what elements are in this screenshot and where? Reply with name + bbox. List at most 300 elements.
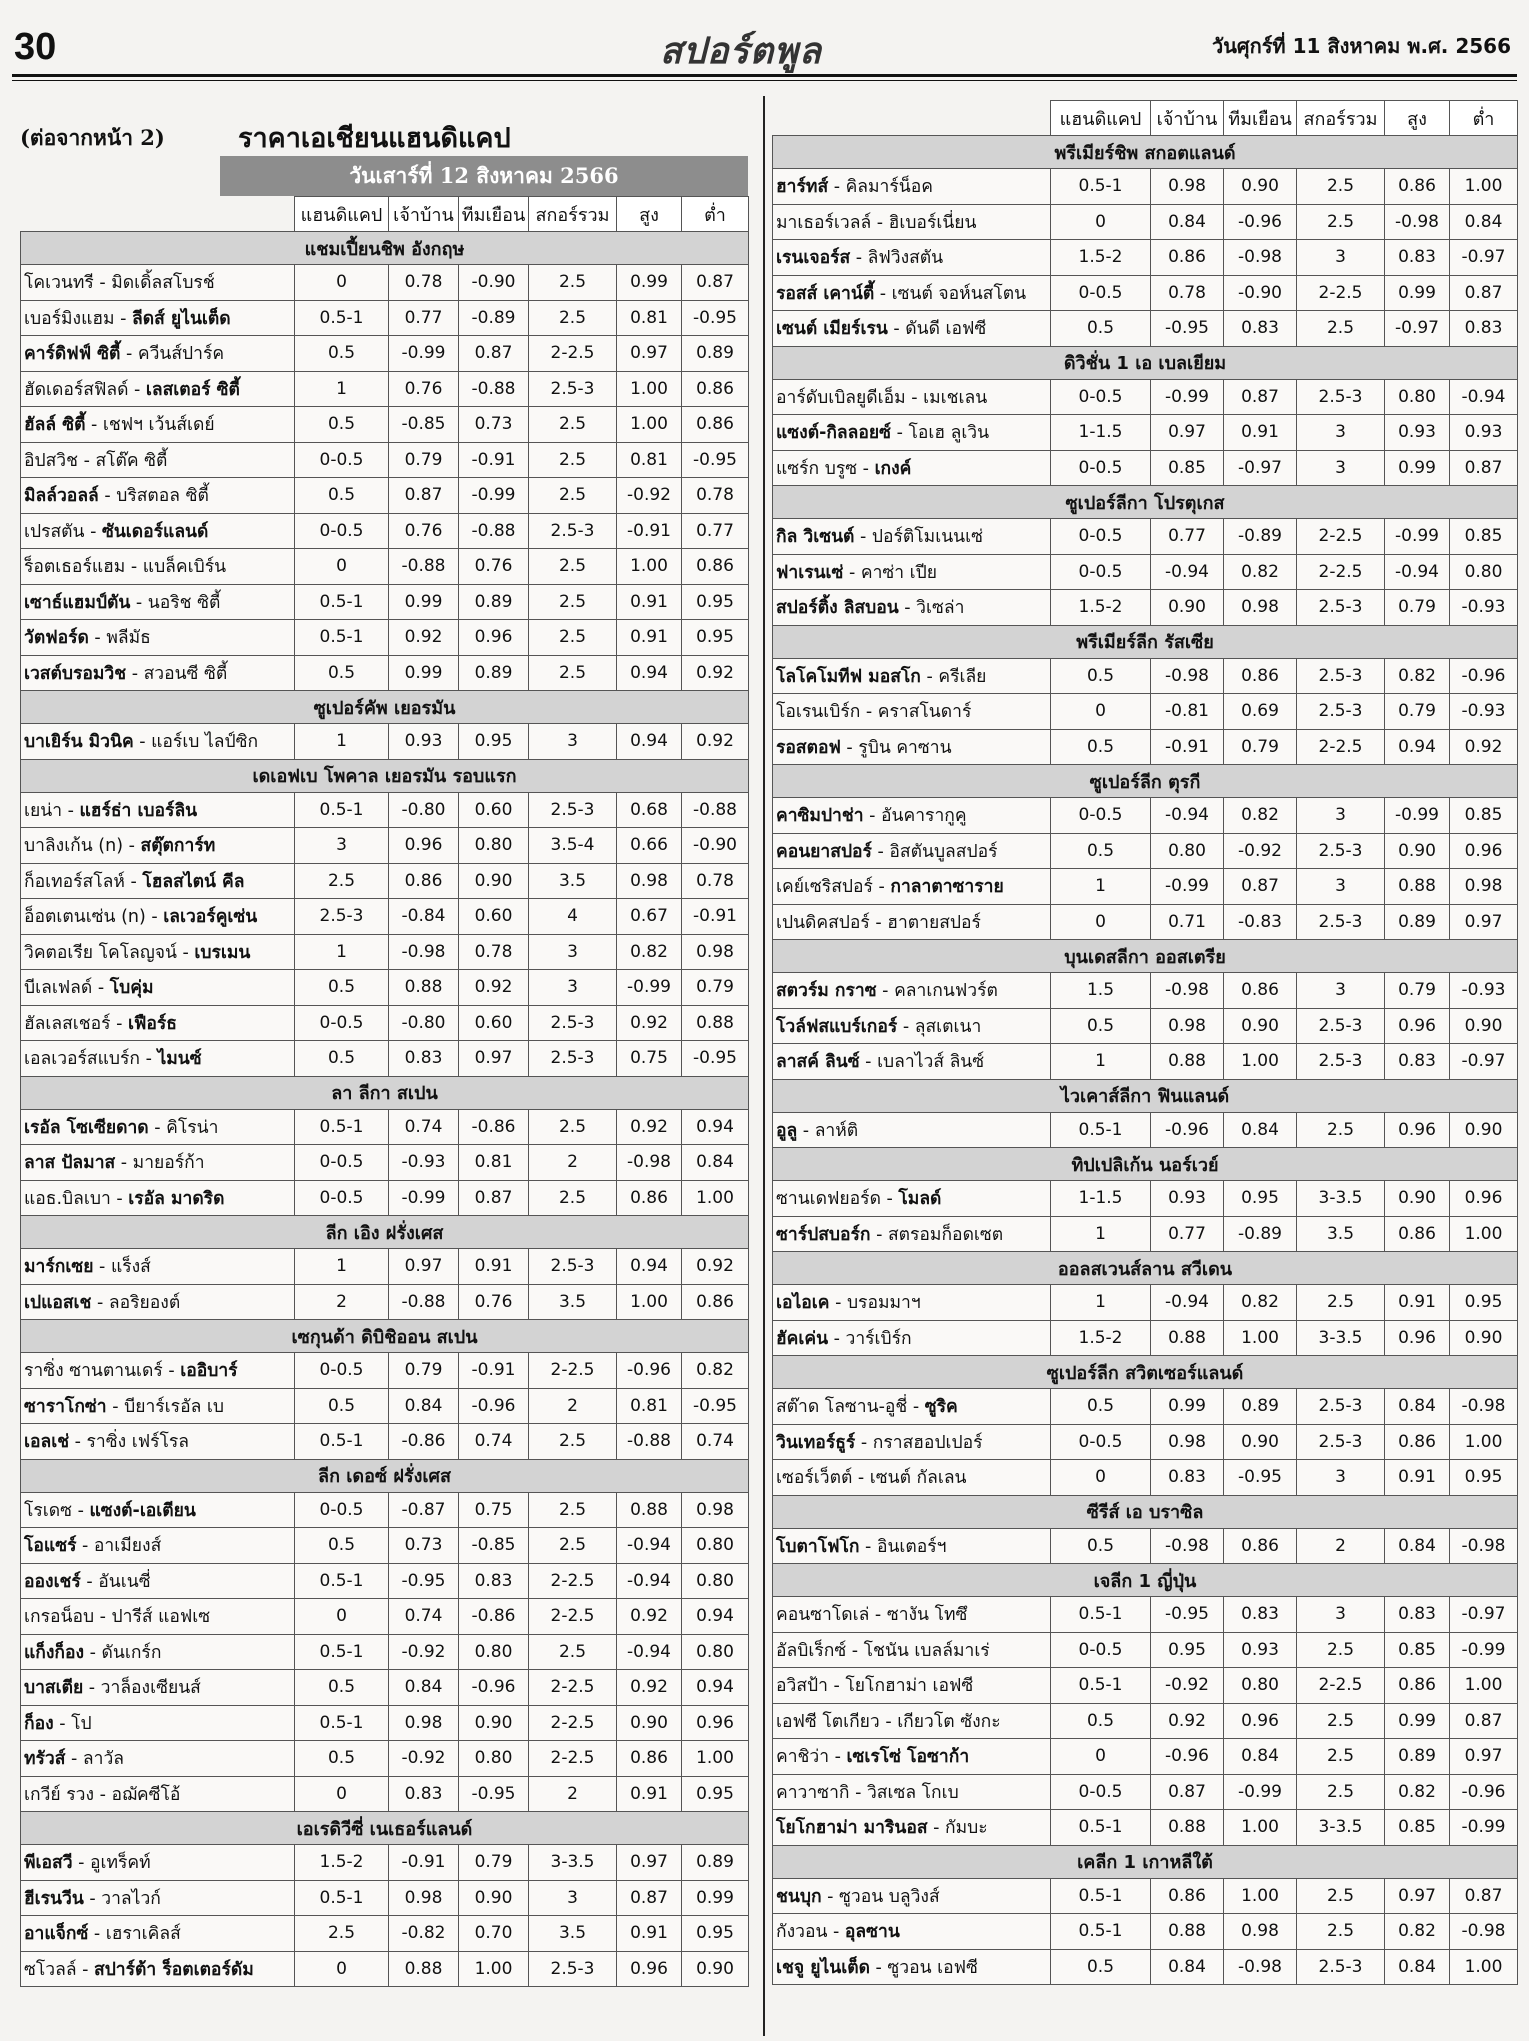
under-odds: -0.94 — [1450, 379, 1518, 415]
over-odds: 1.00 — [617, 407, 682, 443]
home-team: อองเชร์ — [24, 1571, 81, 1592]
match-row — [21, 1180, 749, 1216]
home-team: ฮีเรนวีน — [24, 1888, 84, 1909]
total-goals: 2.5-3 — [1297, 658, 1385, 694]
away-odds: -0.89 — [1224, 1216, 1297, 1252]
over-odds: 0.97 — [617, 1845, 682, 1881]
handicap: 0.5 — [295, 336, 389, 372]
under-odds: 1.00 — [1450, 1216, 1518, 1252]
under-odds: 0.86 — [682, 407, 749, 443]
match-row — [773, 240, 1518, 276]
continued-note: (ต่อจากหน้า 2) — [20, 125, 165, 150]
under-odds: 0.95 — [682, 1916, 749, 1952]
match-teams — [21, 371, 295, 407]
handicap: 0 — [1051, 904, 1151, 940]
home-team: เซาธ์แฮมป์ตัน — [24, 592, 131, 613]
match-row — [21, 1776, 749, 1812]
home-odds: -0.86 — [389, 1424, 459, 1460]
over-odds: 1.00 — [617, 1284, 682, 1320]
home-team: คอนยาสปอร์ — [776, 841, 872, 862]
handicap: 0.5-1 — [1051, 1914, 1151, 1950]
away-odds: 0.90 — [1224, 1008, 1297, 1044]
under-odds: 0.85 — [1450, 519, 1518, 555]
away-odds: 0.87 — [459, 336, 529, 372]
home-odds: 0.80 — [1151, 833, 1224, 869]
match-row — [21, 1353, 749, 1389]
over-odds: 1.00 — [617, 549, 682, 585]
match-row — [21, 407, 749, 443]
match-teams — [773, 1320, 1051, 1356]
match-row — [21, 1145, 749, 1181]
over-odds: 0.96 — [617, 1951, 682, 1987]
over-odds: 0.85 — [1385, 1632, 1450, 1668]
home-odds: 0.98 — [1151, 1424, 1224, 1460]
masthead-logo: สปอร์ตพูล — [660, 30, 822, 72]
under-odds: 0.97 — [1450, 904, 1518, 940]
under-odds: 0.82 — [682, 1353, 749, 1389]
home-odds: -0.94 — [1151, 554, 1224, 590]
away-odds: 0.74 — [459, 1424, 529, 1460]
team-separator: - — [110, 1013, 129, 1034]
match-row — [21, 584, 749, 620]
league-name: บุนเดสลีกา ออสเตรีย — [773, 940, 1518, 973]
team-separator: - — [76, 1536, 94, 1557]
league-name: ซูเปอร์ลีก สวิตเซอร์แลนด์ — [773, 1356, 1518, 1389]
handicap: 0-0.5 — [1051, 554, 1151, 590]
away-team: โมลด์ — [898, 1189, 942, 1210]
handicap: 0.5 — [295, 1388, 389, 1424]
over-odds: -0.94 — [617, 1563, 682, 1599]
handicap: 0.5-1 — [295, 620, 389, 656]
match-row — [21, 724, 749, 760]
home-odds: -0.95 — [389, 1563, 459, 1599]
home-team: ทรัวส์ — [24, 1749, 66, 1770]
over-odds: 0.89 — [1385, 904, 1450, 940]
away-team: ดันเกร์ก — [101, 1642, 162, 1663]
handicap: 0.5-1 — [295, 1109, 389, 1145]
over-odds: 0.91 — [617, 620, 682, 656]
under-odds: 0.80 — [682, 1563, 749, 1599]
away-team: สวอนซี ซิตี้ — [143, 663, 228, 684]
league-row — [773, 940, 1518, 973]
home-odds: 0.99 — [389, 655, 459, 691]
home-team: โอเรนเบิร์ก — [776, 702, 861, 723]
column-header: สูง — [617, 197, 682, 232]
away-team: กราสฮอปเปอร์ — [872, 1432, 983, 1453]
over-odds: 0.93 — [1385, 415, 1450, 451]
away-team: ลอริยองต์ — [108, 1292, 181, 1313]
match-row — [773, 204, 1518, 240]
match-row — [773, 694, 1518, 730]
home-team: คอนซาโดเล่ — [776, 1605, 870, 1626]
over-odds: 0.91 — [1385, 1460, 1450, 1496]
match-row — [773, 1810, 1518, 1846]
under-odds: 0.98 — [682, 1492, 749, 1528]
home-odds: -0.87 — [389, 1492, 459, 1528]
home-team: บาสเตีย — [24, 1678, 84, 1699]
team-separator: - — [110, 1188, 129, 1209]
team-separator: - — [106, 1396, 125, 1417]
handicap: 0.5-1 — [1051, 1597, 1151, 1633]
column-header: แฮนดิแคป — [295, 197, 389, 232]
away-team: อันคารากูคู — [881, 806, 967, 827]
over-odds: -0.88 — [617, 1424, 682, 1460]
home-odds: 0.79 — [389, 442, 459, 478]
over-odds: 0.91 — [617, 1776, 682, 1812]
away-team: คิลมาร์น็อค — [845, 177, 933, 198]
home-team: โลโคโมทีฟ มอสโก — [776, 666, 921, 687]
away-team: เลสเตอร์ ซิตี้ — [145, 379, 240, 400]
home-team: อัลบิเร็กซ์ — [776, 1640, 847, 1661]
over-odds: -0.98 — [1385, 204, 1450, 240]
home-odds: 0.92 — [1151, 1703, 1224, 1739]
away-team: อินเตอร์ฯ — [876, 1536, 947, 1557]
handicap: 0-0.5 — [1051, 1424, 1151, 1460]
handicap: 0.5-1 — [295, 1563, 389, 1599]
total-goals: 2-2.5 — [1297, 554, 1385, 590]
team-separator: - — [53, 1713, 72, 1734]
home-odds: 0.90 — [1151, 590, 1224, 626]
issue-date: วันศุกร์ที่ 11 สิงหาคม พ.ศ. 2566 — [1211, 34, 1511, 58]
away-team: อูเทร็คท์ — [90, 1853, 151, 1874]
home-team: อาร์ดับเบิลยูดีเอ็ม — [776, 387, 906, 408]
home-team: สต๊าด โลซาน-อูชี่ — [776, 1397, 908, 1418]
match-teams — [21, 655, 295, 691]
away-team: ลุสเตเนา — [914, 1016, 982, 1037]
team-separator: - — [115, 1153, 133, 1174]
home-team: ฮัดเดอร์สฟิลด์ — [24, 379, 129, 400]
away-team: สโต๊ค ซิตี้ — [95, 450, 168, 471]
away-odds: 0.90 — [459, 863, 529, 899]
team-separator: - — [907, 1397, 925, 1418]
home-odds: 0.87 — [1151, 1774, 1224, 1810]
under-odds: 0.96 — [1450, 833, 1518, 869]
under-odds: 1.00 — [1450, 1424, 1518, 1460]
league-name: เดเอฟเบ โพคาล เยอรมัน รอบแรก — [21, 759, 749, 792]
away-odds: 0.89 — [1224, 1389, 1297, 1425]
team-separator: - — [92, 978, 110, 999]
match-row — [773, 1424, 1518, 1460]
total-goals: 3-3.5 — [529, 1845, 617, 1881]
away-odds: -0.98 — [1224, 240, 1297, 276]
league-row — [21, 759, 749, 792]
team-separator: - — [84, 521, 102, 542]
home-team: แซร์ก บรูซ — [776, 458, 858, 479]
under-odds: 0.83 — [1450, 311, 1518, 347]
team-separator: - — [83, 1678, 101, 1699]
away-odds: 0.78 — [459, 934, 529, 970]
match-row — [773, 169, 1518, 205]
over-odds: -0.96 — [617, 1353, 682, 1389]
under-odds: 1.00 — [682, 1741, 749, 1777]
home-team: รอสส์ เคาน์ตี้ — [776, 283, 875, 304]
total-goals: 2.5 — [1297, 1739, 1385, 1775]
column-header: ต่ำ — [682, 197, 749, 232]
match-teams — [773, 554, 1051, 590]
league-row — [773, 346, 1518, 379]
home-odds: -0.88 — [389, 1284, 459, 1320]
match-row — [21, 1599, 749, 1635]
match-row — [773, 729, 1518, 765]
home-odds: 0.93 — [389, 724, 459, 760]
match-row — [21, 1528, 749, 1564]
match-row — [773, 519, 1518, 555]
handicap: 0 — [1051, 1739, 1151, 1775]
away-odds: 1.00 — [1224, 1320, 1297, 1356]
handicap: 0.5 — [295, 1041, 389, 1077]
under-odds: -0.95 — [682, 300, 749, 336]
home-team: ซานเดฟยอร์ด — [776, 1189, 881, 1210]
match-teams — [21, 1041, 295, 1077]
team-separator: - — [870, 1224, 888, 1245]
match-row — [773, 275, 1518, 311]
team-separator: - — [93, 1257, 111, 1278]
home-odds: -0.80 — [389, 1005, 459, 1041]
league-row — [21, 1076, 749, 1109]
away-team: เบลาไวส์ ลินซ์ — [877, 1052, 985, 1073]
away-team: ซางัน โทซึ — [886, 1605, 968, 1626]
match-row — [21, 478, 749, 514]
total-goals: 3 — [1297, 973, 1385, 1009]
away-team: ซูริค — [924, 1397, 958, 1418]
league-name: พรีเมียร์ชิพ สกอตแลนด์ — [773, 136, 1518, 169]
match-teams — [21, 1705, 295, 1741]
team-separator: - — [93, 273, 112, 294]
under-odds: 0.97 — [1450, 1739, 1518, 1775]
match-row — [773, 833, 1518, 869]
handicap: 1 — [1051, 869, 1151, 905]
over-odds: -0.94 — [617, 1528, 682, 1564]
away-team: เมเชเลน — [923, 387, 988, 408]
handicap: 0.5 — [1051, 311, 1151, 347]
away-team: ควีนส์ปาร์ค — [137, 344, 225, 365]
home-odds: -0.92 — [389, 1741, 459, 1777]
match-teams — [21, 828, 295, 864]
under-odds: -0.97 — [1450, 240, 1518, 276]
match-teams — [21, 1880, 295, 1916]
match-row — [21, 1492, 749, 1528]
league-name: ดิวิชั่น 1 เอ เบลเยียม — [773, 346, 1518, 379]
match-row — [773, 1739, 1518, 1775]
match-teams — [21, 336, 295, 372]
match-teams — [21, 724, 295, 760]
away-odds: 1.00 — [1224, 1044, 1297, 1080]
total-goals: 3 — [1297, 869, 1385, 905]
away-odds: 0.79 — [459, 1845, 529, 1881]
under-odds: -0.96 — [1450, 658, 1518, 694]
over-odds: 0.80 — [1385, 379, 1450, 415]
under-odds: 0.92 — [682, 655, 749, 691]
over-odds: 0.83 — [1385, 1597, 1450, 1633]
handicap: 0.5 — [295, 1528, 389, 1564]
away-odds: -0.91 — [459, 442, 529, 478]
away-odds: -0.89 — [1224, 519, 1297, 555]
team-separator: - — [863, 806, 882, 827]
under-odds: 0.89 — [682, 336, 749, 372]
home-team: คาซิมปาช่า — [776, 806, 864, 827]
handicap: 1 — [295, 934, 389, 970]
home-odds: -0.88 — [389, 549, 459, 585]
home-odds: 0.99 — [1151, 1389, 1224, 1425]
odds-table-right — [772, 100, 1518, 1985]
away-odds: 0.93 — [1224, 1632, 1297, 1668]
under-odds: 0.89 — [682, 1845, 749, 1881]
total-goals: 2 — [529, 1145, 617, 1181]
match-teams — [21, 1180, 295, 1216]
away-odds: -0.83 — [1224, 904, 1297, 940]
total-goals: 2.5-3 — [1297, 904, 1385, 940]
away-team: แร็งส์ — [110, 1257, 151, 1278]
home-team: ซาราโกซ่า — [24, 1396, 107, 1417]
team-separator: - — [83, 1888, 102, 1909]
team-separator: - — [920, 666, 939, 687]
total-goals: 2.5 — [1297, 1774, 1385, 1810]
match-teams — [773, 798, 1051, 834]
team-separator: - — [828, 1328, 846, 1349]
handicap: 0-0.5 — [1051, 275, 1151, 311]
over-odds: 0.88 — [617, 1492, 682, 1528]
over-odds: 0.81 — [617, 300, 682, 336]
match-row — [21, 1563, 749, 1599]
handicap: 1.5-2 — [295, 1845, 389, 1881]
total-goals: 2-2.5 — [529, 336, 617, 372]
league-row — [21, 1320, 749, 1353]
home-odds: 0.98 — [1151, 1008, 1224, 1044]
away-odds: 0.82 — [1224, 798, 1297, 834]
over-odds: 0.90 — [1385, 833, 1450, 869]
away-team: เกงค์ — [874, 458, 912, 479]
home-odds: -0.92 — [1151, 1668, 1224, 1704]
team-separator: - — [840, 737, 859, 758]
handicap: 0.5-1 — [1051, 1112, 1151, 1148]
under-odds: 0.88 — [682, 1005, 749, 1041]
away-odds: 0.87 — [1224, 379, 1297, 415]
match-teams — [21, 265, 295, 301]
handicap: 0.5-1 — [295, 792, 389, 828]
away-odds: -0.89 — [459, 300, 529, 336]
handicap: 0.5 — [1051, 729, 1151, 765]
match-teams — [21, 792, 295, 828]
home-odds: -0.84 — [389, 899, 459, 935]
under-odds: -0.97 — [1450, 1597, 1518, 1633]
home-team: สตวร์ม กราซ — [776, 981, 877, 1002]
league-row — [21, 691, 749, 724]
over-odds: 0.84 — [1385, 1389, 1450, 1425]
match-row — [773, 1914, 1518, 1950]
under-odds: 0.84 — [682, 1145, 749, 1181]
team-separator: - — [872, 877, 891, 898]
handicap: 0 — [295, 265, 389, 301]
over-odds: 0.96 — [1385, 1008, 1450, 1044]
match-row — [21, 620, 749, 656]
under-odds: 0.86 — [682, 371, 749, 407]
team-separator: - — [846, 1640, 864, 1661]
under-odds: 0.78 — [682, 863, 749, 899]
match-row — [21, 513, 749, 549]
column-header: สกอร์รวม — [1297, 101, 1385, 136]
handicap: 3 — [295, 828, 389, 864]
away-team: คิโรน่า — [166, 1117, 219, 1138]
over-odds: 0.99 — [1385, 450, 1450, 486]
header-blank — [21, 197, 295, 232]
match-teams — [773, 1810, 1051, 1846]
match-row — [21, 371, 749, 407]
home-team: อวิสป้า — [776, 1676, 828, 1697]
page-header — [0, 0, 1529, 80]
over-odds: 0.96 — [1385, 1320, 1450, 1356]
total-goals: 3.5 — [529, 863, 617, 899]
over-odds: 0.82 — [617, 934, 682, 970]
away-team: โอเฮ ลูเวิน — [908, 423, 990, 444]
over-odds: 0.81 — [617, 442, 682, 478]
over-odds: 0.86 — [1385, 169, 1450, 205]
team-separator: - — [126, 663, 144, 684]
away-team: กัมบะ — [944, 1818, 988, 1839]
match-row — [21, 1634, 749, 1670]
under-odds: -0.98 — [1450, 1914, 1518, 1950]
match-teams — [773, 275, 1051, 311]
home-odds: 0.76 — [389, 513, 459, 549]
total-goals: 2.5 — [529, 1634, 617, 1670]
league-name: แชมเปี้ยนชิพ อังกฤษ — [21, 232, 749, 265]
home-team: เอไอเค — [776, 1293, 830, 1314]
over-odds: 0.98 — [617, 863, 682, 899]
match-row — [21, 1284, 749, 1320]
away-odds: 0.90 — [459, 1880, 529, 1916]
away-team: สตรอมก็อดเซต — [887, 1224, 1004, 1245]
home-odds: 0.87 — [389, 478, 459, 514]
under-odds: 0.90 — [682, 1951, 749, 1987]
match-teams — [773, 694, 1051, 730]
home-team: เอลเช่ — [24, 1432, 70, 1453]
away-odds: 1.00 — [1224, 1810, 1297, 1846]
away-odds: 0.82 — [1224, 1285, 1297, 1321]
team-separator: - — [829, 1293, 847, 1314]
away-odds: 0.80 — [459, 828, 529, 864]
total-goals: 2.5-3 — [1297, 694, 1385, 730]
away-odds: 0.83 — [1224, 1597, 1297, 1633]
column-header: ทีมเยือน — [459, 197, 529, 232]
match-teams — [773, 240, 1051, 276]
match-teams — [21, 1353, 295, 1389]
total-goals: 2.5-3 — [1297, 1424, 1385, 1460]
match-row — [21, 1951, 749, 1987]
under-odds: 0.87 — [682, 265, 749, 301]
over-odds: 0.97 — [1385, 1878, 1450, 1914]
away-odds: -0.90 — [459, 265, 529, 301]
match-teams — [773, 973, 1051, 1009]
home-odds: -0.94 — [1151, 798, 1224, 834]
match-teams — [21, 620, 295, 656]
away-odds: -0.96 — [459, 1670, 529, 1706]
away-odds: 0.96 — [459, 620, 529, 656]
away-team: อิสตันบูลสปอร์ — [889, 841, 998, 862]
home-team: บาลิงเก้น (n) — [24, 836, 124, 857]
away-team: ปอร์ติโมเนนเซ่ — [871, 527, 983, 548]
away-odds: 0.60 — [459, 899, 529, 935]
total-goals: 3 — [1297, 1597, 1385, 1633]
handicap: 0.5 — [295, 655, 389, 691]
home-team: โอแซร์ — [24, 1536, 77, 1557]
under-odds: 0.94 — [682, 1670, 749, 1706]
home-team: กังวอน — [776, 1922, 828, 1943]
home-team: เซนต์ เมียร์เรน — [776, 319, 888, 340]
match-row — [21, 1880, 749, 1916]
under-odds: 0.95 — [682, 1776, 749, 1812]
match-row — [773, 1460, 1518, 1496]
column-header: แฮนดิแคป — [1051, 101, 1151, 136]
over-odds: 0.91 — [617, 1916, 682, 1952]
